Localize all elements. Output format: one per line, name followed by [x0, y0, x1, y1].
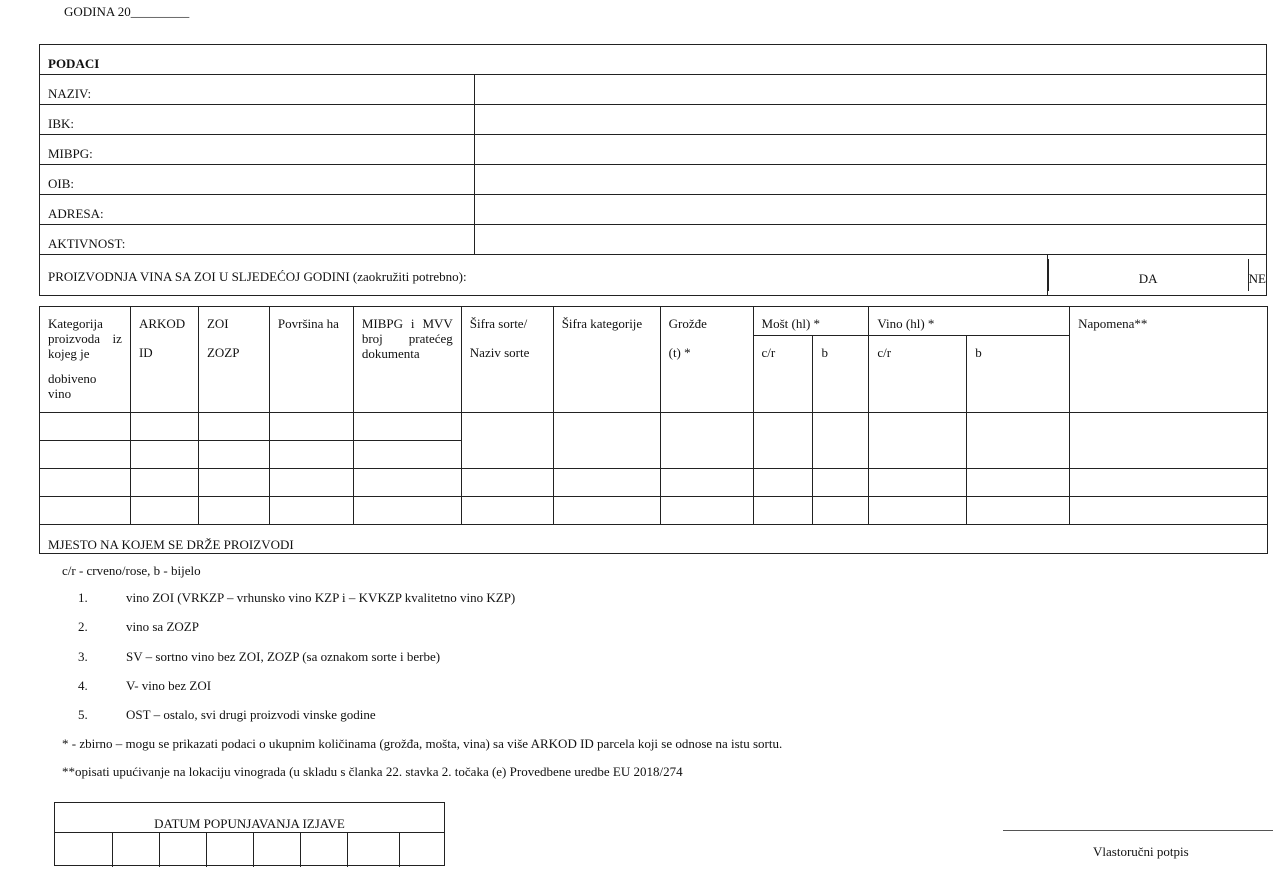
col-arkod-text: ARKOD — [138, 316, 186, 331]
podaci-title: PODACI — [40, 45, 1267, 75]
color-legend: c/r - crveno/rose, b - bijelo — [62, 563, 201, 578]
signature-label: Vlastoručni potpis — [1093, 844, 1189, 859]
field-label-mibpg: MIBPG: — [40, 135, 475, 165]
table-cell[interactable] — [198, 497, 269, 525]
col-most: Mošt (hl) * — [753, 307, 869, 336]
footnote-double-star: **opisati upućivanje na lokaciju vinograda (u skladu s članka 22. stavka 2. točaka (e) Provedbene uredbe EU 2018/274 — [62, 764, 683, 779]
legend-num: 1. — [78, 590, 88, 605]
date-box-title: DATUM POPUNJAVANJA IZJAVE — [154, 816, 345, 831]
col-mibpg — [353, 307, 461, 413]
table-cell[interactable] — [553, 497, 660, 525]
legend-item: vino sa ZOZP — [126, 619, 199, 634]
table-cell[interactable] — [813, 413, 869, 469]
col-arkod — [130, 307, 198, 413]
table-cell[interactable] — [813, 497, 869, 525]
table-cell[interactable] — [869, 469, 967, 497]
date-cell[interactable] — [301, 833, 348, 867]
adresa-input[interactable] — [475, 195, 1267, 225]
col-kategorija-text-2: dobiveno vino — [48, 371, 97, 401]
date-cell[interactable] — [348, 833, 400, 867]
table-cell[interactable] — [753, 497, 813, 525]
table-cell[interactable] — [353, 441, 461, 469]
col-napomena: Napomena** — [1070, 307, 1268, 413]
col-arkod-text-2: ID — [138, 345, 153, 360]
year-label: GODINA 20_________ — [64, 4, 190, 19]
production-options — [1047, 255, 1266, 296]
production-table — [39, 306, 1268, 554]
field-label-adresa: ADRESA: — [40, 195, 475, 225]
table-cell[interactable] — [967, 413, 1070, 469]
col-naziv-sorte-text: Naziv sorte — [469, 345, 530, 360]
table-cell[interactable] — [40, 497, 131, 525]
col-zoi — [198, 307, 269, 413]
date-cell[interactable] — [207, 833, 254, 867]
storage-location-row[interactable]: MJESTO NA KOJEM SE DRŽE PROIZVODI — [40, 525, 1268, 554]
legend-item: OST – ostalo, svi drugi proizvodi vinske godine — [126, 707, 376, 722]
table-cell[interactable] — [269, 441, 353, 469]
table-cell[interactable] — [130, 469, 198, 497]
table-cell[interactable] — [753, 413, 813, 469]
ibk-input[interactable] — [475, 105, 1267, 135]
date-cell[interactable] — [55, 833, 113, 867]
table-cell[interactable] — [967, 469, 1070, 497]
field-label-naziv: NAZIV: — [40, 75, 475, 105]
col-povrsina: Površina ha — [269, 307, 353, 413]
mibpg-input[interactable] — [475, 135, 1267, 165]
legend-num: 5. — [78, 707, 88, 722]
option-da[interactable]: DA — [1048, 259, 1248, 291]
date-cell[interactable] — [254, 833, 301, 867]
col-vino-cr: c/r — [869, 335, 967, 412]
production-spacer — [475, 255, 1048, 296]
oib-input[interactable] — [475, 165, 1267, 195]
table-cell[interactable] — [353, 413, 461, 441]
aktivnost-input[interactable] — [475, 225, 1267, 255]
podaci-table — [39, 44, 1267, 296]
table-cell[interactable] — [753, 469, 813, 497]
table-cell[interactable] — [553, 413, 660, 469]
production-question: PROIZVODNJA VINA SA ZOI U SLJEDEĆOJ GODINI (zaokružiti potrebno): — [40, 255, 475, 296]
col-sifra-kategorije: Šifra kategorije — [553, 307, 660, 413]
legend-item: SV – sortno vino bez ZOI, ZOZP (sa oznakom sorte i berbe) — [126, 649, 441, 664]
table-cell[interactable] — [40, 441, 131, 469]
col-most-b: b — [813, 335, 869, 412]
table-cell[interactable] — [1070, 469, 1268, 497]
table-cell[interactable] — [269, 469, 353, 497]
field-label-ibk: IBK: — [40, 105, 475, 135]
col-kategorija — [40, 307, 131, 413]
table-cell[interactable] — [130, 441, 198, 469]
table-cell[interactable] — [130, 413, 198, 441]
table-cell[interactable] — [1070, 413, 1268, 469]
date-cell[interactable] — [400, 833, 444, 867]
col-grozde-text: Grožđe — [668, 316, 707, 331]
table-cell[interactable] — [461, 497, 553, 525]
table-cell[interactable] — [269, 497, 353, 525]
col-vino-b: b — [967, 335, 1070, 412]
date-cells — [55, 832, 444, 867]
table-cell[interactable] — [353, 497, 461, 525]
naziv-input[interactable] — [475, 75, 1267, 105]
legend-item: V- vino bez ZOI — [126, 678, 212, 693]
table-cell[interactable] — [198, 441, 269, 469]
col-vino: Vino (hl) * — [869, 307, 1070, 336]
table-cell[interactable] — [198, 413, 269, 441]
table-cell[interactable] — [461, 413, 553, 469]
col-zoi-text: ZOI — [206, 316, 229, 331]
table-cell[interactable] — [869, 497, 967, 525]
table-cell[interactable] — [813, 469, 869, 497]
table-cell[interactable] — [40, 469, 131, 497]
table-cell[interactable] — [660, 413, 753, 469]
col-grozde — [660, 307, 753, 413]
signature-line[interactable] — [1003, 830, 1273, 831]
legend-num: 4. — [78, 678, 88, 693]
col-grozde-unit: (t) * — [668, 345, 691, 360]
footnote-star: * - zbirno – mogu se prikazati podaci o ukupnim količinama (grožđa, mošta, vina) sa više ARKOD ID parcela koji se odnose na istu sortu. — [62, 736, 783, 751]
col-zozp-text: ZOZP — [206, 345, 240, 360]
legend-num: 2. — [78, 619, 88, 634]
date-cell[interactable] — [160, 833, 207, 867]
table-cell[interactable] — [967, 497, 1070, 525]
table-cell[interactable] — [130, 497, 198, 525]
table-cell[interactable] — [40, 413, 131, 441]
col-sifra-sorte-text: Šifra sorte/ — [469, 316, 528, 331]
date-box — [54, 802, 445, 866]
table-cell[interactable] — [461, 469, 553, 497]
table-cell[interactable] — [1070, 497, 1268, 525]
field-label-oib: OIB: — [40, 165, 475, 195]
field-label-aktivnost: AKTIVNOST: — [40, 225, 475, 255]
table-cell[interactable] — [269, 413, 353, 441]
table-cell[interactable] — [353, 469, 461, 497]
legend-item: vino ZOI (VRKZP – vrhunsko vino KZP i – KVKZP kvalitetno vino KZP) — [126, 590, 516, 605]
option-ne[interactable]: NE — [1248, 259, 1266, 291]
date-cell[interactable] — [113, 833, 160, 867]
legend-num: 3. — [78, 649, 88, 664]
table-cell[interactable] — [660, 497, 753, 525]
col-kategorija-text: Kategorija proizvoda iz kojeg je — [48, 316, 122, 361]
table-cell[interactable] — [553, 469, 660, 497]
col-mibpg-text: MIBPG i MVV broj pratećeg dokumenta — [361, 316, 453, 361]
table-cell[interactable] — [869, 413, 967, 469]
col-most-cr: c/r — [753, 335, 813, 412]
table-cell[interactable] — [198, 469, 269, 497]
col-sifra-sorte — [461, 307, 553, 413]
table-cell[interactable] — [660, 469, 753, 497]
